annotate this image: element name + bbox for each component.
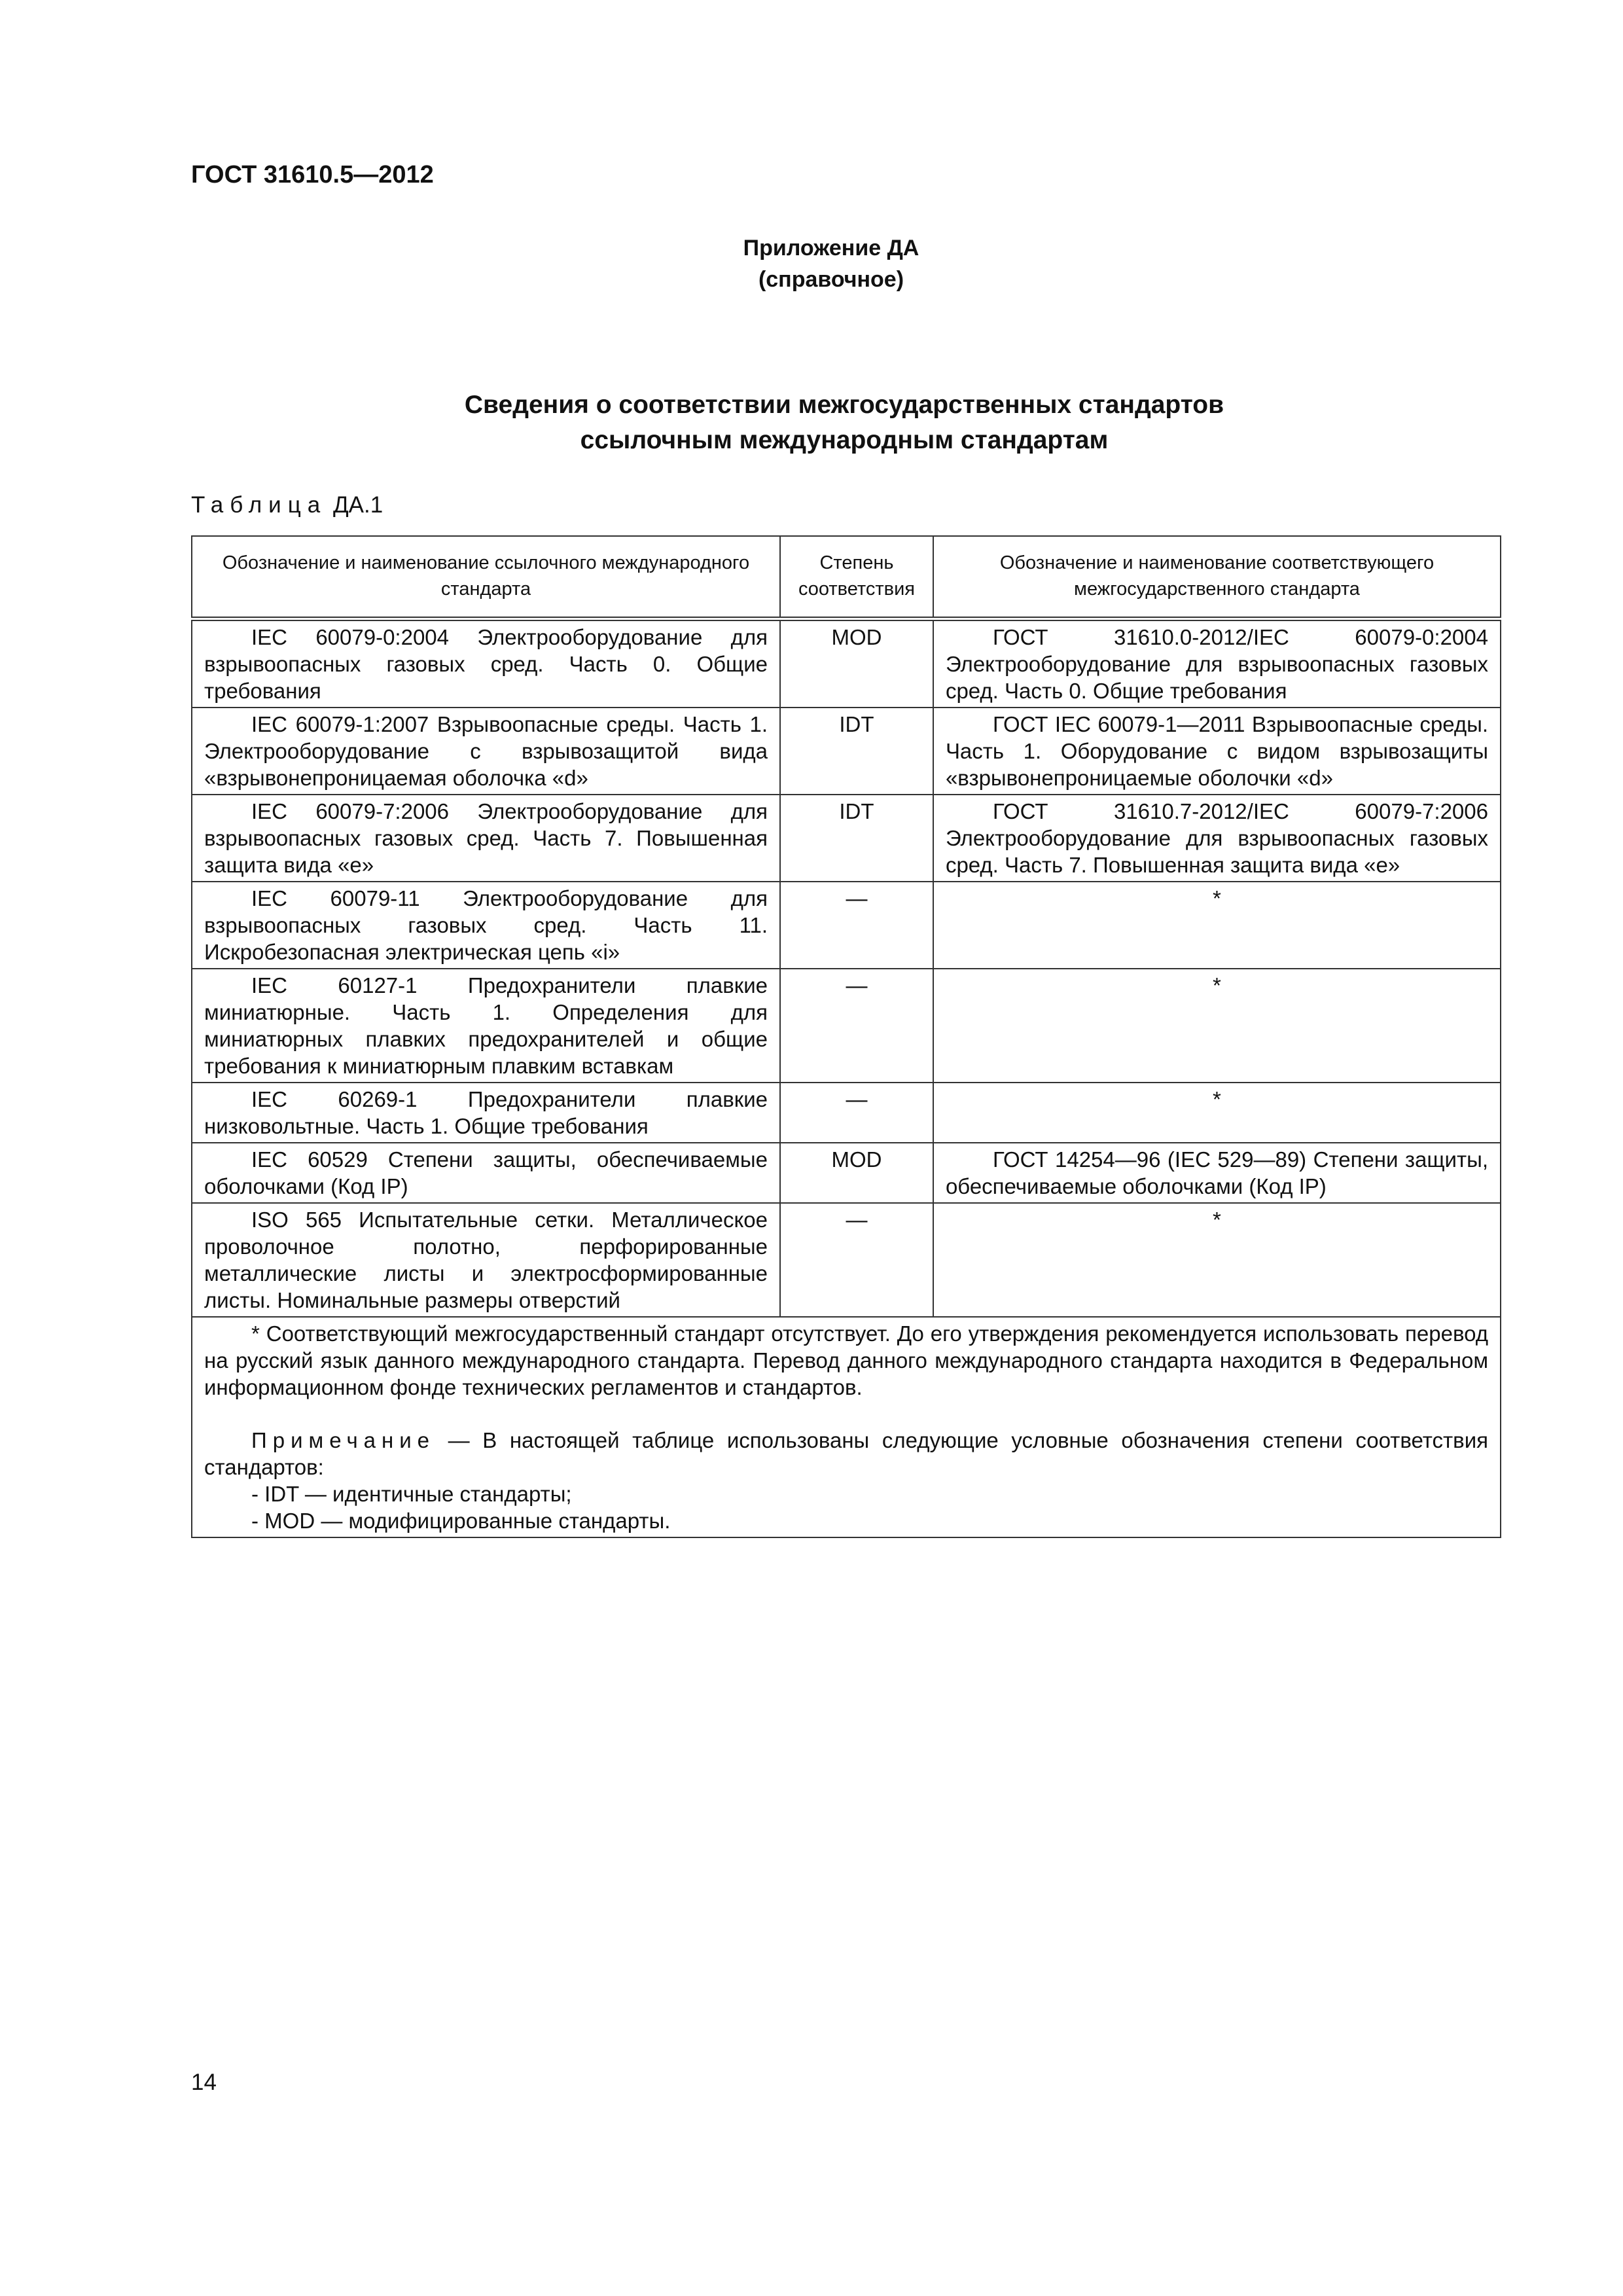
table-row bbox=[192, 1143, 1501, 1203]
table-row bbox=[192, 708, 1501, 795]
table-row bbox=[192, 969, 1501, 1083]
document-number: ГОСТ 31610.5—2012 bbox=[191, 161, 434, 188]
international-standard-cell: ISO 565 Испытательные сетки. Металлическое проволочное полотно, перфорированные металлические листы и электросформированные листы. Номинальные размеры отверстий bbox=[192, 1203, 780, 1317]
interstate-standard-cell: * bbox=[933, 969, 1501, 1083]
interstate-standard-cell: ГОСТ 31610.0-2012/IEC 60079-0:2004 Электрооборудование для взрывоопасных газовых сред. Часть 0. Общие требования bbox=[933, 619, 1501, 708]
table-row bbox=[192, 1203, 1501, 1317]
header-interstate-standard: Обозначение и наименование соответствующего межгосударственного стандарта bbox=[933, 536, 1501, 619]
table-header-row bbox=[192, 536, 1501, 619]
international-standard-cell: IEC 60079-7:2006 Электрооборудование для взрывоопасных газовых сред. Часть 7. Повышенная защита вида «е» bbox=[192, 795, 780, 882]
international-standard-cell: IEC 60269-1 Предохранители плавкие низковольтные. Часть 1. Общие требования bbox=[192, 1083, 780, 1143]
interstate-standard-cell: * bbox=[933, 1083, 1501, 1143]
degree-cell: IDT bbox=[780, 708, 933, 795]
interstate-standard-cell: ГОСТ 14254—96 (IEC 529—89) Степени защиты, обеспечиваемые оболочками (Код IP) bbox=[933, 1143, 1501, 1203]
footnote-text: * Соответствующий межгосударственный стандарт отсутствует. До его утверждения рекомендуется использовать перевод на русский язык данного международного стандарта. Перевод данного международного стандарта находится в Федеральном информационном фонде технических регламентов и стандартов. bbox=[204, 1321, 1488, 1399]
section-title-line-1: Сведения о соответствии межгосударственных стандартов bbox=[464, 391, 1224, 419]
interstate-standard-cell: ГОСТ IEC 60079-1—2011 Взрывоопасные среды. Часть 1. Оборудование с видом взрывозащиты «взрывонепроницаемые оболочки «d» bbox=[933, 708, 1501, 795]
header-international-standard: Обозначение и наименование ссылочного международного стандарта bbox=[192, 536, 780, 619]
note-label: Примечание bbox=[251, 1428, 436, 1452]
table-footnote-row bbox=[192, 1317, 1501, 1537]
note-paragraph bbox=[204, 1427, 1488, 1480]
appendix-heading bbox=[0, 232, 1623, 295]
international-standard-cell: IEC 60079-11 Электрооборудование для взрывоопасных газовых сред. Часть 11. Искробезопасная электрическая цепь «i» bbox=[192, 882, 780, 969]
table-caption bbox=[191, 492, 383, 518]
table-row bbox=[192, 1083, 1501, 1143]
interstate-standard-cell: * bbox=[933, 882, 1501, 969]
international-standard-cell: IEC 60079-1:2007 Взрывоопасные среды. Часть 1. Электрооборудование с взрывозащитой вида «взрывонепроницаемая оболочка «d» bbox=[192, 708, 780, 795]
interstate-standard-cell: ГОСТ 31610.7-2012/IEC 60079-7:2006 Электрооборудование для взрывоопасных газовых сред. Часть 7. Повышенная защита вида «е» bbox=[933, 795, 1501, 882]
table-caption-word: Таблица bbox=[191, 492, 327, 518]
table-footnote-cell bbox=[192, 1317, 1501, 1537]
degree-cell: — bbox=[780, 1083, 933, 1143]
header-degree: Степень соответствия bbox=[780, 536, 933, 619]
degree-cell: — bbox=[780, 969, 933, 1083]
note-text: — В настоящей таблице использованы следующие условные обозначения степени соответствия стандартов: bbox=[204, 1428, 1488, 1479]
international-standard-cell: IEC 60127-1 Предохранители плавкие миниатюрные. Часть 1. Определения для миниатюрных плавких предохранителей и общие требования к миниатюрным плавким вставкам bbox=[192, 969, 780, 1083]
interstate-standard-cell: * bbox=[933, 1203, 1501, 1317]
appendix-kind: (справочное) bbox=[758, 267, 904, 292]
international-standard-cell: IEC 60079-0:2004 Электрооборудование для взрывоопасных газовых сред. Часть 0. Общие требования bbox=[192, 619, 780, 708]
degree-cell: IDT bbox=[780, 795, 933, 882]
page-number: 14 bbox=[191, 2070, 217, 2095]
degree-cell: MOD bbox=[780, 619, 933, 708]
appendix-title: Приложение ДА bbox=[743, 236, 919, 260]
table-row bbox=[192, 619, 1501, 708]
degree-cell: — bbox=[780, 882, 933, 969]
degree-cell: — bbox=[780, 1203, 933, 1317]
degree-cell: MOD bbox=[780, 1143, 933, 1203]
section-title bbox=[0, 387, 1623, 458]
note-item-mod: - MOD — модифицированные стандарты. bbox=[251, 1509, 671, 1533]
international-standard-cell: IEC 60529 Степени защиты, обеспечиваемые оболочками (Код IP) bbox=[192, 1143, 780, 1203]
table-caption-number: ДА.1 bbox=[332, 492, 383, 518]
table-row bbox=[192, 882, 1501, 969]
standards-table bbox=[191, 535, 1501, 1538]
table-row bbox=[192, 795, 1501, 882]
section-title-line-2: ссылочным международным стандартам bbox=[580, 426, 1109, 454]
note-item-idt: - IDT — идентичные стандарты; bbox=[251, 1482, 572, 1506]
